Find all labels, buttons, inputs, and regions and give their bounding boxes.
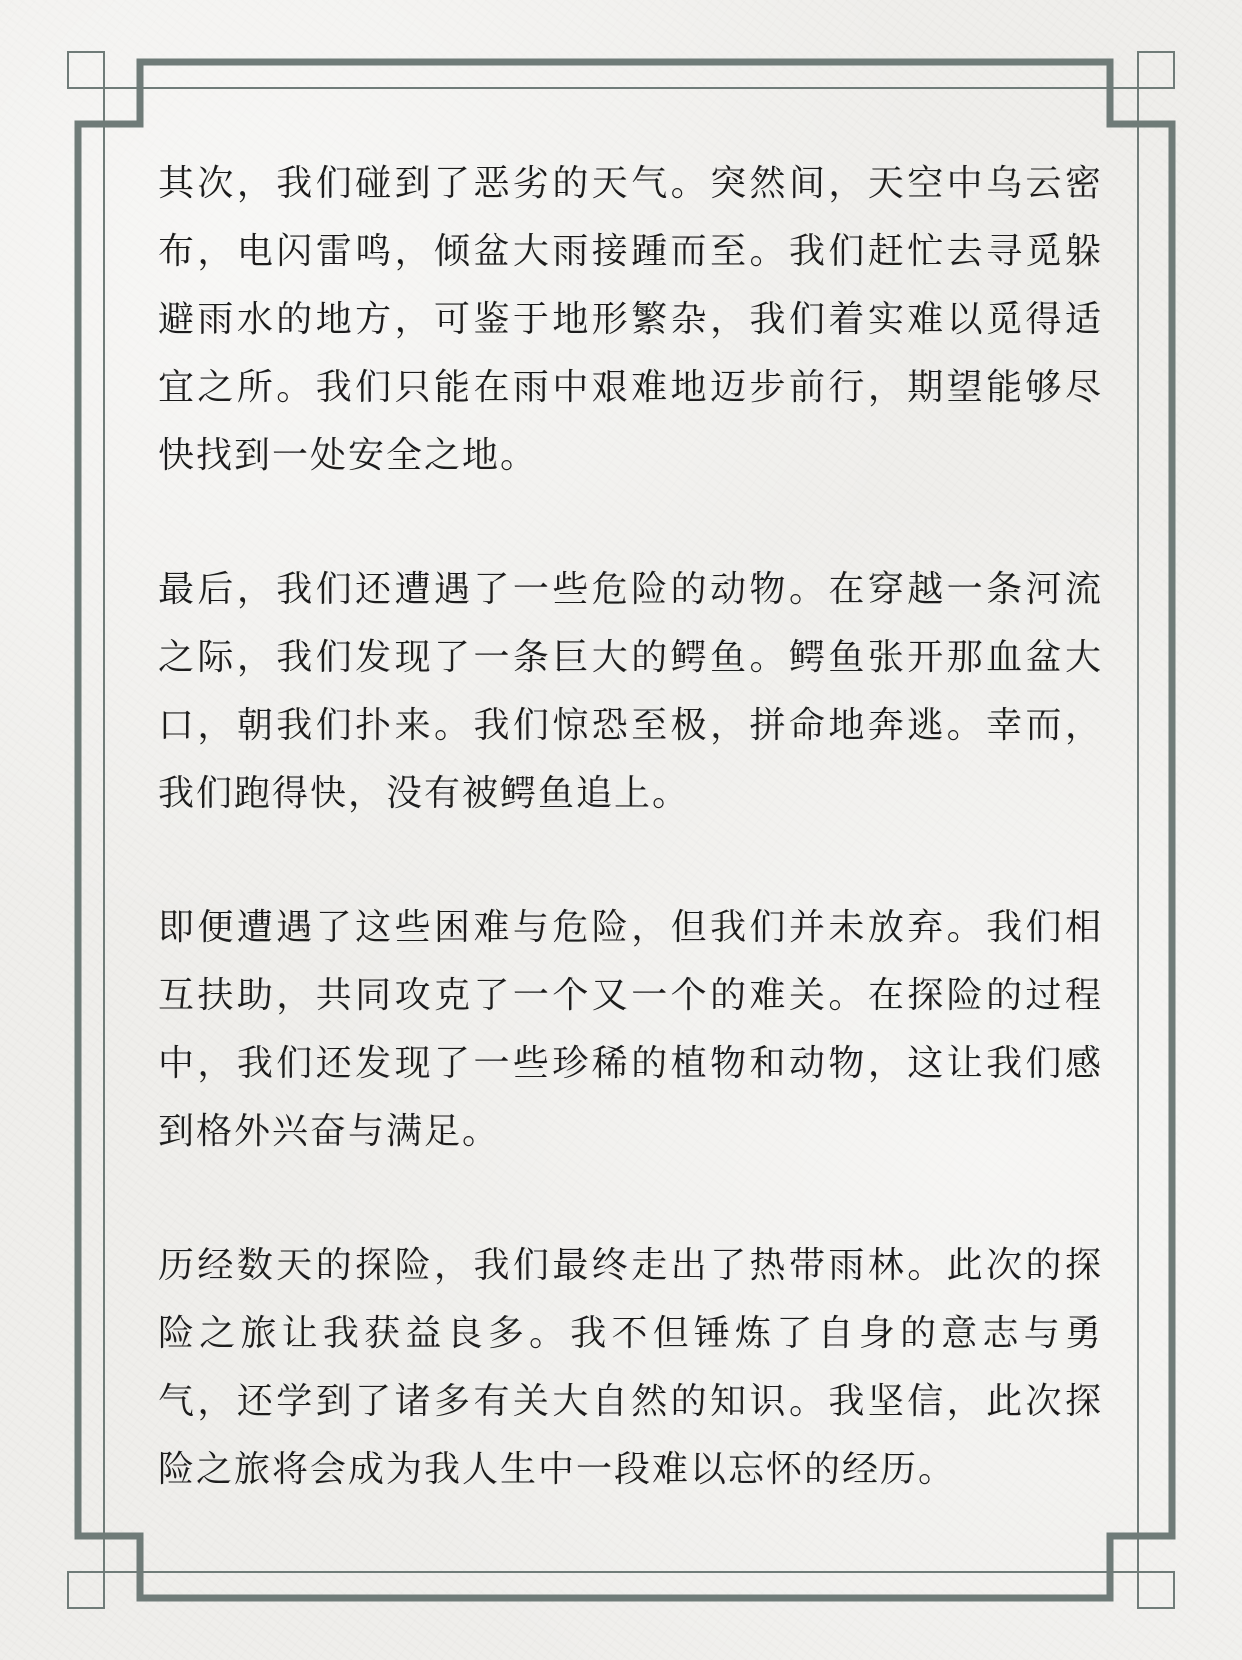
corner-square-bottom-left [68, 1572, 104, 1608]
paragraph-perseverance: 即便遭遇了这些困难与危险，但我们并未放弃。我们相互扶助，共同攻克了一个又一个的难关。在探险的过程中，我们还发现了一些珍稀的植物和动物，这让我们感到格外兴奋与满足。 [158, 907, 1103, 1152]
paragraph-conclusion: 历经数天的探险，我们最终走出了热带雨林。此次的探险之旅让我获益良多。我不但锤炼了自身的意志与勇气，还学到了诸多有关大自然的知识。我坚信，此次探险之旅将会成为我人生中一段难以忘怀的经历。 [158, 1245, 1103, 1490]
corner-square-top-left [68, 52, 104, 88]
corner-square-bottom-right [1138, 1572, 1174, 1608]
corner-square-top-right [1138, 52, 1174, 88]
paragraph-weather: 其次，我们碰到了恶劣的天气。突然间，天空中乌云密布，电闪雷鸣，倾盆大雨接踵而至。我们赶忙去寻觅躲避雨水的地方，可鉴于地形繁杂，我们着实难以觅得适宜之所。我们只能在雨中艰难地迈步前行，期望能够尽快找到一处安全之地。 [158, 163, 1103, 476]
article-body [158, 150, 1103, 1570]
paragraph-animals: 最后，我们还遭遇了一些危险的动物。在穿越一条河流之际，我们发现了一条巨大的鳄鱼。鳄鱼张开那血盆大口，朝我们扑来。我们惊恐至极，拼命地奔逃。幸而，我们跑得快，没有被鳄鱼追上。 [158, 569, 1103, 814]
